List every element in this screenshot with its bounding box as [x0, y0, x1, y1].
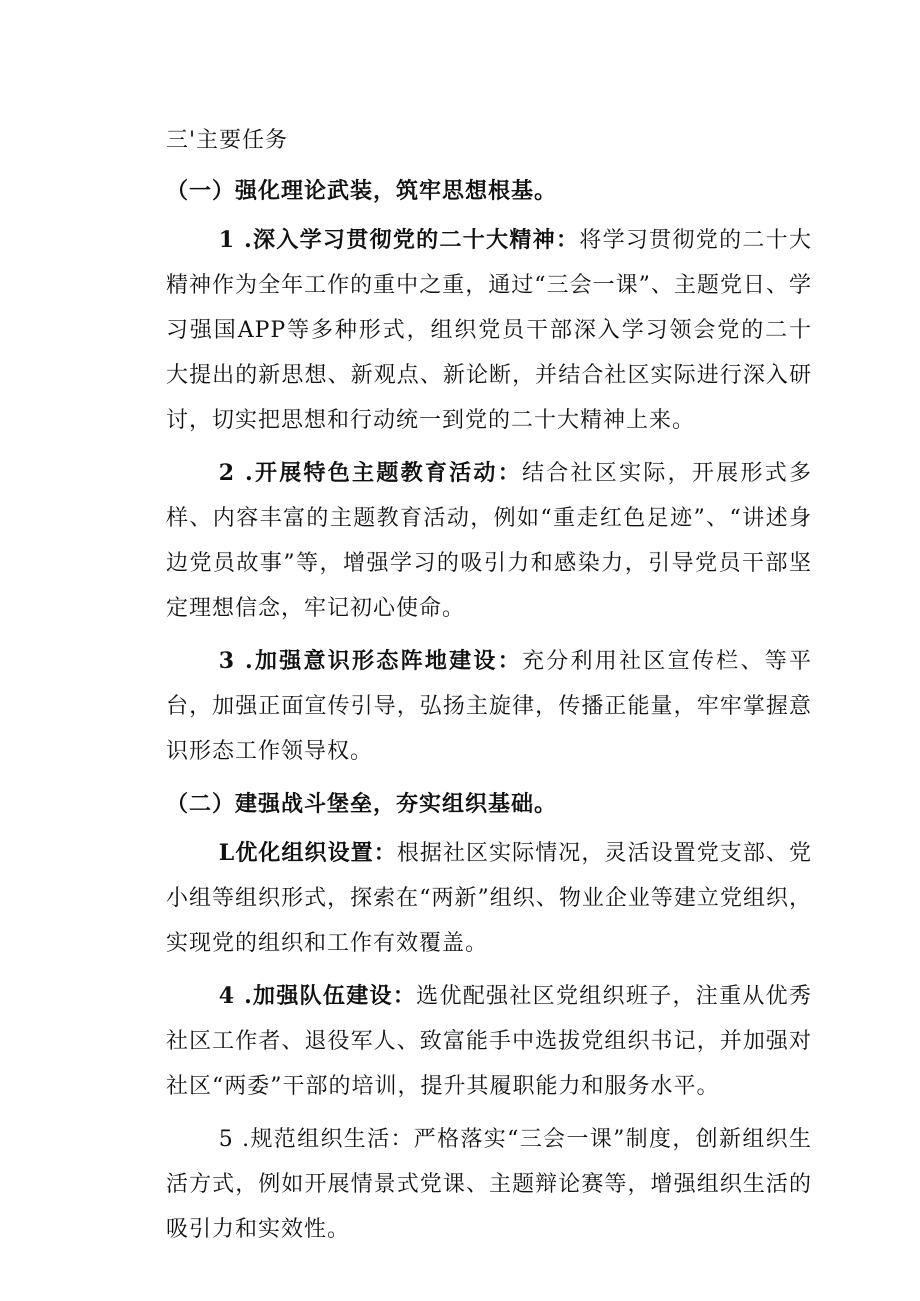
paragraph-2-3	[166, 1117, 812, 1252]
paragraph-2-1	[166, 831, 812, 966]
section-heading: 三'主要任务	[166, 128, 289, 153]
paragraph-1-2	[166, 451, 812, 631]
paragraph-1-3	[166, 639, 812, 774]
subsection-title-2: （二）建强战斗堡垒，夯实组织基础。	[166, 791, 558, 817]
paragraph-text: 结合社区实际，开展形式多样、内容丰富的主题教育活动，例如“重走红色足迹”、“讲述身边党员故事”等，增强学习的吸引力和感染力，引导党员干部坚定理想信念，牢记初心使命。	[166, 461, 812, 621]
paragraph-text: 5 .规范组织生活：严格落实“三会一课”制度，创新组织生活方式，例如开展情景式党课、主题辩论赛等，增强组织生活的吸引力和实效性。	[166, 1127, 812, 1242]
paragraph-lead: 4 .加强队伍建设：	[218, 983, 417, 1009]
paragraph-text: 选优配强社区党组织班子，注重从优秀社区工作者、退役军人、致富能手中选拔党组织书记，并加强对社区“两委”干部的培训，提升其履职能力和服务水平。	[166, 984, 812, 1099]
paragraph-text: 根据社区实际情况，灵活设置党支部、党小组等组织形式，探索在“两新”组织、物业企业等建立党组织，实现党的组织和工作有效覆盖。	[166, 841, 812, 956]
paragraph-lead: 3 .加强意识形态阵地建设：	[218, 648, 522, 674]
document-body	[166, 118, 812, 1260]
paragraph-lead: 1 .深入学习贯彻党的二十大精神：	[218, 227, 580, 253]
paragraph-text: 将学习贯彻党的二十大精神作为全年工作的重中之重，通过“三会一课”、主题党日、学习强国APP等多种形式，组织党员干部深入学习领会党的二十大提出的新思想、新观点、新论断，并结合社区实际进行深入研讨，切实把思想和行动统一到党的二十大精神上来。	[166, 228, 812, 433]
paragraph-1-1	[166, 218, 812, 443]
paragraph-2-2	[166, 974, 812, 1109]
paragraph-lead: L优化组织设置：	[218, 840, 397, 866]
paragraph-lead: 2 .开展特色主题教育活动：	[218, 460, 522, 486]
subsection-title-1: （一）强化理论武装，筑牢思想根基。	[166, 178, 558, 204]
paragraph-text: 充分利用社区宣传栏、等平台，加强正面宣传引导，弘扬主旋律，传播正能量，牢牢掌握意识形态工作领导权。	[166, 649, 812, 764]
